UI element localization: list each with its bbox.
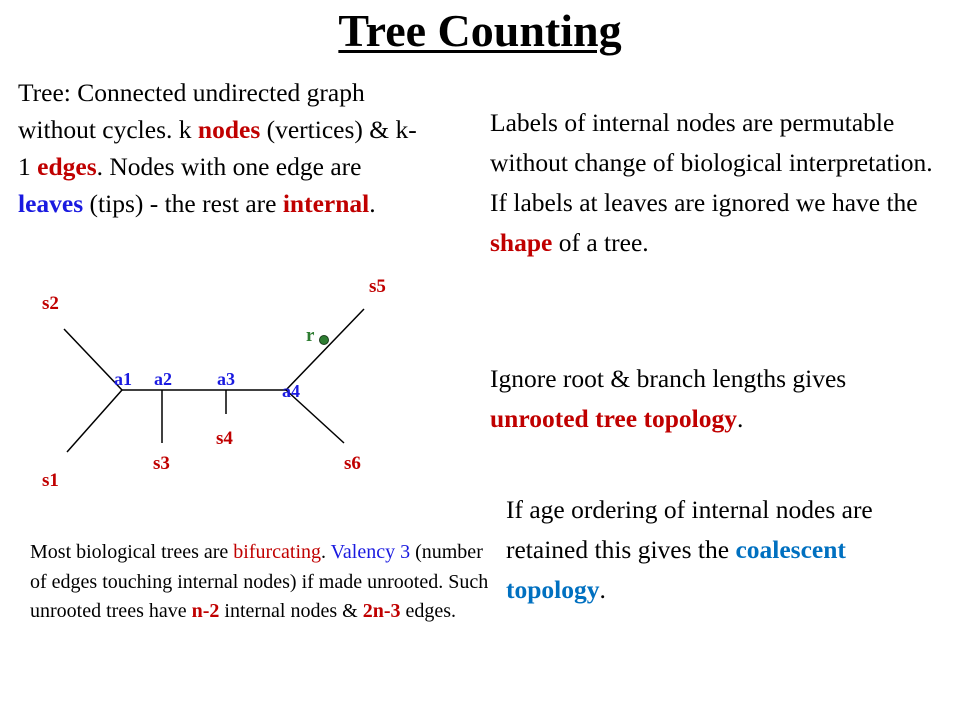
bio-text-2: . [321,541,331,563]
internal-label-a4: a4 [282,381,300,401]
page-title: Tree Counting [338,5,622,56]
term-valency: Valency 3 [330,541,411,563]
term-2n-minus-3: 2n-3 [362,600,401,622]
term-internal: internal [282,189,370,218]
term-bifurcating: bifurcating [233,541,322,563]
edge-a1-s1 [67,390,122,452]
leaf-label-s4: s4 [216,428,233,449]
bio-text-3: (number of edges touching internal nodes) if made unrooted. Such unrooted trees have [30,541,489,622]
term-shape: shape [490,228,553,257]
term-unrooted-topology: unrooted tree topology [490,404,737,433]
edge-a4-s5 [286,309,364,390]
age-text-1: If age ordering of internal nodes are retained this gives the [506,495,873,564]
labels-text-2: of a tree. [552,228,649,257]
definition-text-5: . [369,189,376,218]
term-edges: edges [37,152,97,181]
root-label-r: r [306,325,315,346]
bio-text-4: internal nodes & [219,600,363,622]
leaf-label-s5: s5 [369,276,386,297]
bio-text-1: Most biological trees are [30,541,234,563]
leaf-label-s3: s3 [153,453,170,474]
definition-text-3: . Nodes with one edge are [96,152,362,181]
bio-text-5: edges. [400,600,457,622]
definition-text-2: (vertices) & k-1 [18,115,417,181]
term-leaves: leaves [18,189,84,218]
labels-text-1: Labels of internal nodes are permutable without change of biological interpretation. If labels at leaves are ignored we have the [490,108,933,217]
leaf-label-s1: s1 [42,470,59,491]
internal-label-a3: a3 [217,369,235,389]
ignore-text-2: . [736,404,744,433]
tree-edges [64,309,364,452]
term-nodes: nodes [197,115,261,144]
internal-label-a2: a2 [154,369,172,389]
term-coalescent-topology: coalescent topology [506,535,846,604]
definition-text-1: Tree: Connected undirected graph without cycles. k [18,78,365,144]
root-node-dot [320,336,329,345]
definition-text-4: (tips) - the rest are [83,189,283,218]
ignore-text-1: Ignore root & branch lengths gives [490,364,847,393]
term-n-minus-2: n-2 [191,600,220,622]
leaf-label-s2: s2 [42,293,59,314]
age-text-2: . [599,575,606,604]
internal-label-a1: a1 [114,369,132,389]
leaf-label-s6: s6 [344,453,361,474]
